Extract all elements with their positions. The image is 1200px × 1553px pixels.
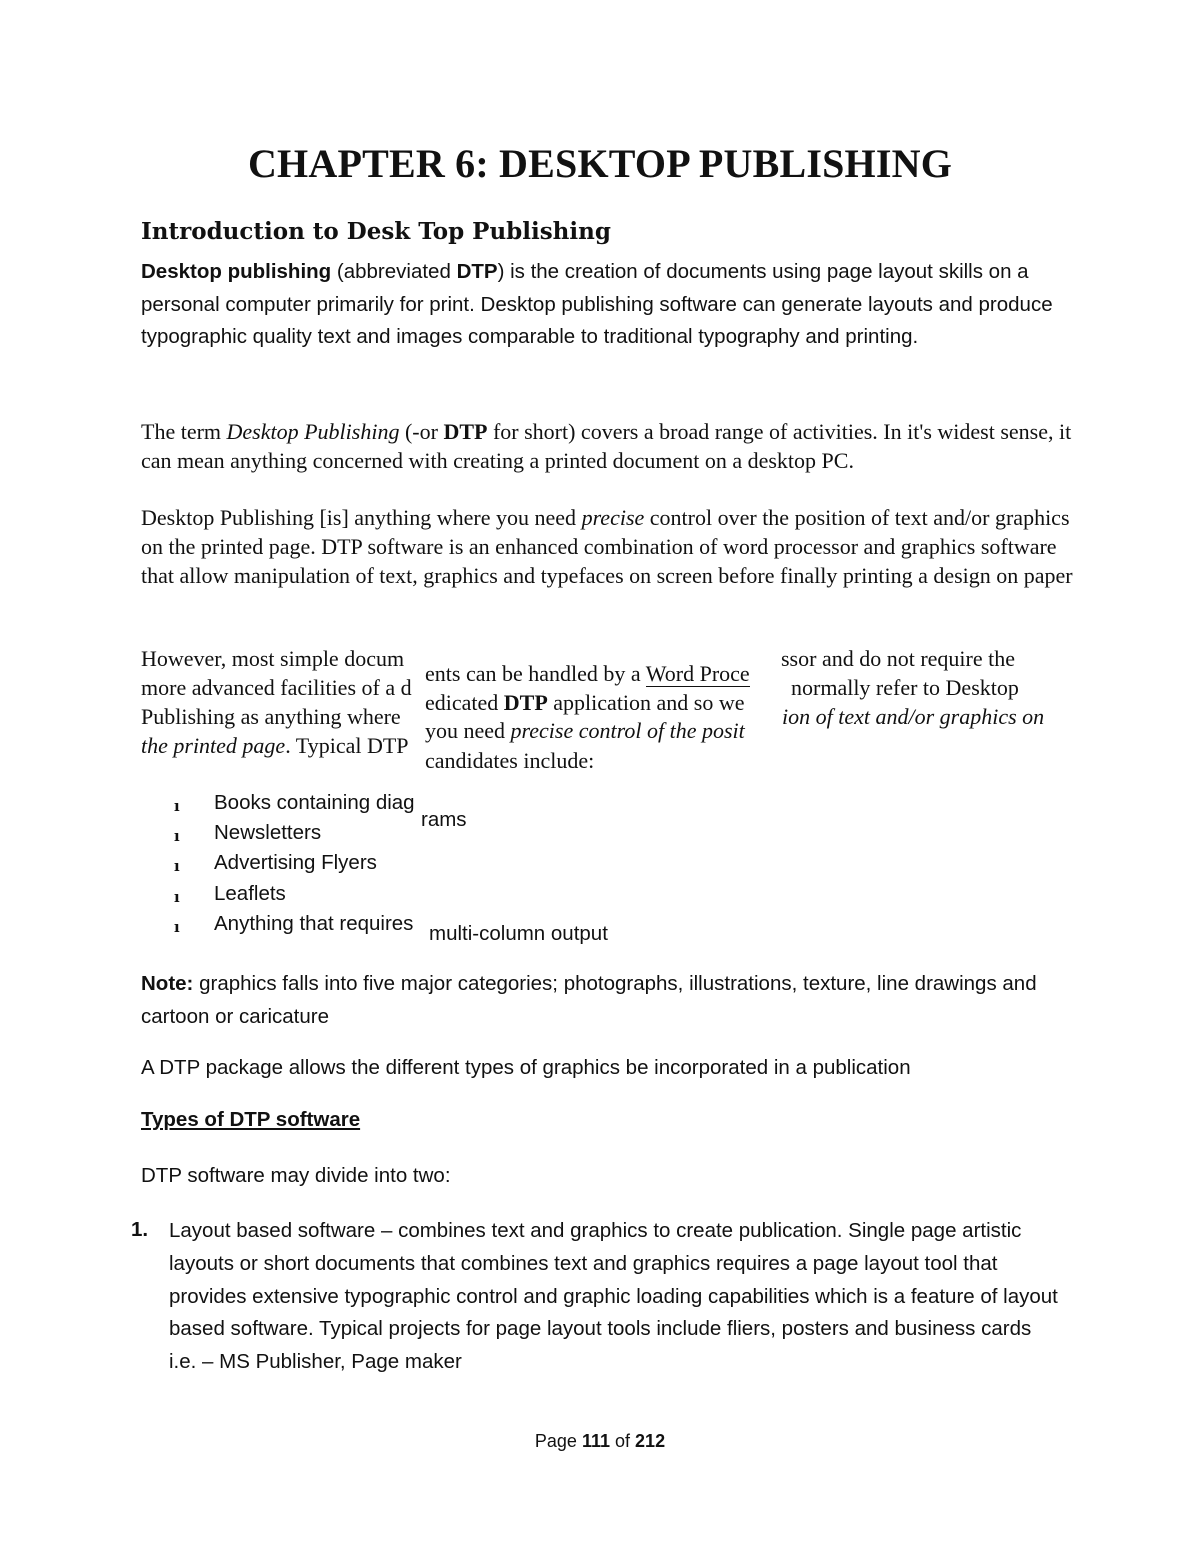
intro-rest: ) is the creation of documents using page layout skills on a personal computer primarily for print. Desktop publishing software can generate layouts and produce typographic quality text and images comparable to traditional typography and printing. (141, 260, 1053, 348)
however-l3b: you need (425, 718, 511, 743)
control-part2: control over the position of text and/or graphics on the printed page. DTP software is an enhanced combination of word processor and graphics software that allow manipulation of text, graphics and typefaces on screen before finally printing a design on paper (141, 505, 1073, 588)
dtp-package-paragraph: A DTP package allows the different types of graphics be incorporated in a publication (141, 1056, 911, 1079)
term-paragraph (141, 417, 1081, 475)
however-l1-mid (425, 661, 750, 687)
types-heading: Types of DTP software (141, 1108, 361, 1131)
however-l2c: DTP (503, 690, 548, 715)
however-l1c: Word Proce (645, 661, 750, 686)
intro-bold-term: Desktop publishing (141, 260, 332, 283)
however-l3-mid (425, 718, 745, 744)
bullet-icon: ı (174, 857, 180, 875)
however-l2d: application and so we (547, 690, 745, 715)
control-italic: precise (581, 505, 645, 530)
list-item: Newsletters (214, 821, 322, 844)
however-l4a: the printed page (141, 733, 286, 758)
section-heading: Introduction to Desk Top Publishing (141, 218, 611, 245)
however-l3d: ion of text and/or graphics on (782, 704, 1045, 729)
bullet-icon: ı (174, 797, 180, 815)
term-part3: for short) covers a broad range of activities. In it's widest sense, it can mean anything concerned with creating a printed document on a desktop PC. (141, 419, 1072, 473)
list-item: Anything that requires (214, 912, 414, 935)
list-number: 1. (131, 1218, 149, 1241)
page-footer (0, 1431, 1200, 1452)
however-l2-mid (425, 690, 745, 716)
however-l4c: candidates include: (425, 748, 595, 773)
however-l2a: more advanced facilities of a d (141, 675, 412, 700)
intro-paragraph (141, 256, 1071, 354)
term-part1: The term (141, 419, 227, 444)
term-bold-abbr: DTP (443, 419, 488, 444)
list-item-text: Layout based software – combines text and graphics to create publication. Single page artistic layouts or short documents that combines text and graphics requires a page layout tool that provides extensive typographic control and graphic loading capabilities which is a feature of layout based software. Typical projects for page layout tools include fliers, posters and business cards (169, 1219, 1058, 1341)
note-paragraph (141, 968, 1071, 1033)
control-paragraph (141, 503, 1081, 590)
bullet-icon: ı (174, 918, 180, 936)
note-text: graphics falls into five major categories; photographs, illustrations, texture, line drawings and cartoon or caricature (141, 972, 1037, 1028)
however-l1d: ssor and do not require the (781, 646, 1015, 671)
however-l4-left (141, 733, 409, 759)
footer-current-page: 111 (581, 1431, 610, 1451)
intro-paren-open: (abbreviated (331, 260, 457, 283)
however-l3c: precise control of the posit (510, 718, 745, 743)
footer-total-pages: 212 (635, 1431, 666, 1451)
bullet-icon: ı (174, 827, 180, 845)
list-item: Books containing diag (214, 791, 415, 814)
however-l2e: normally refer to Desktop (791, 675, 1019, 700)
bullet-icon: ı (174, 888, 180, 906)
intro-abbr: DTP (456, 260, 498, 283)
list-item (169, 1215, 1069, 1379)
divide-paragraph: DTP software may divide into two: (141, 1164, 451, 1187)
control-part1: Desktop Publishing [is] anything where you need (141, 505, 582, 530)
however-l2b: edicated (425, 690, 504, 715)
however-l3a: Publishing as anything where (141, 704, 401, 729)
footer-of-word: of (615, 1431, 631, 1451)
list-item-example: i.e. – MS Publisher, Page maker (169, 1350, 462, 1374)
term-part2: (-or (399, 419, 444, 444)
list-item-tail: multi-column output (429, 922, 608, 945)
chapter-title: CHAPTER 6: DESKTOP PUBLISHING (247, 141, 953, 186)
however-l4b: . Typical DTP (285, 733, 409, 758)
term-italic: Desktop Publishing (226, 419, 400, 444)
list-item: Leaflets (214, 882, 286, 905)
list-item: Advertising Flyers (214, 851, 377, 874)
footer-page-word: Page (534, 1431, 577, 1451)
however-l1a: However, most simple docum (141, 646, 405, 671)
list-item-tail: rams (421, 808, 467, 831)
note-label: Note: (141, 972, 194, 995)
however-l1b: ents can be handled by a (425, 661, 646, 686)
